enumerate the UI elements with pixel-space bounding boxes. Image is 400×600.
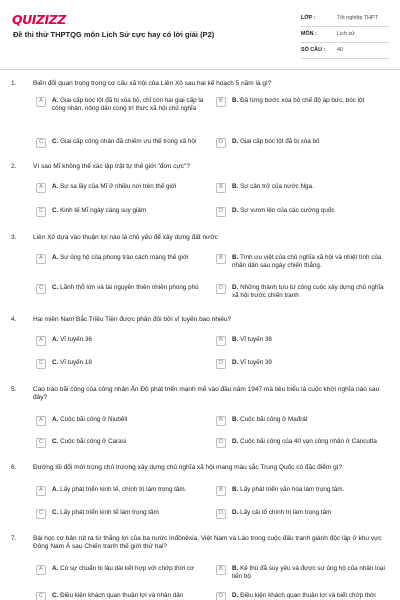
option-label: A. <box>52 565 59 572</box>
option-content: Vĩ tuyến 18 <box>60 359 92 366</box>
option-label: B. <box>232 486 239 493</box>
option-label: A. <box>52 416 59 423</box>
option-content: Sự vươn lên của các cường quốc <box>240 207 335 214</box>
option-content: Cuộc bãi công ở Niubêli <box>60 416 128 423</box>
option-letter-box[interactable]: C <box>36 359 46 369</box>
option-label: D. <box>232 284 239 291</box>
option-label: A. <box>52 486 59 493</box>
question-number: 6. <box>11 464 17 471</box>
option-letter-box[interactable]: A <box>36 97 46 107</box>
option-content: Những thành tựu từ công cuộc xây dựng chủ nghĩa xã hội trước chiến tranh <box>232 284 384 300</box>
option-letter-box[interactable]: B <box>216 565 226 575</box>
option-label: D. <box>232 509 239 516</box>
option-text <box>52 359 212 367</box>
meta-label: SỐ CÂU : <box>301 46 326 53</box>
question-text: Bài học cơ bản rút ra từ thắng lợi của ba nước Inđônêxia, Việt Nam và Lào trong cuộc đấu tranh giành độc lập ở khu vực Đông Nam Á sau Chiến tranh thế giới thứ hai? <box>33 535 382 551</box>
option-content: Có sự chuẩn bị lâu dài kết hợp với chớp thời cơ <box>60 565 195 572</box>
answer-option-b[interactable] <box>216 486 392 496</box>
question-number: 1. <box>11 80 17 87</box>
question-number: 4. <box>11 316 17 323</box>
question-text: Hai miền Nam Bắc Triều Tiên được phân đôi bởi vĩ tuyến bao nhiêu? <box>33 316 232 323</box>
option-content: Vĩ tuyến 36 <box>60 336 92 343</box>
answer-option-c[interactable] <box>36 207 212 217</box>
option-letter-box[interactable]: A <box>36 486 46 496</box>
answer-option-d[interactable] <box>216 207 392 217</box>
option-letter-box[interactable]: D <box>216 138 226 148</box>
answer-option-c[interactable] <box>36 509 212 519</box>
option-label: D. <box>232 138 239 145</box>
option-label: C. <box>52 207 59 214</box>
option-text <box>232 97 392 105</box>
option-label: D. <box>232 438 239 445</box>
option-content: Kẻ thù đã suy yếu và được sự ủng hộ của nhân loại tiến bộ <box>232 565 385 581</box>
option-letter-box[interactable]: D <box>216 207 226 217</box>
option-text <box>52 336 212 344</box>
option-content: Lấy phát triển kinh tế làm trọng tâm <box>60 509 159 516</box>
option-letter-box[interactable]: B <box>216 254 226 264</box>
question-header <box>0 386 400 403</box>
option-letter-box[interactable]: A <box>36 416 46 426</box>
option-text <box>52 207 212 215</box>
option-letter-box[interactable]: A <box>36 336 46 346</box>
option-label: C. <box>52 138 59 145</box>
answer-option-c[interactable] <box>36 284 212 294</box>
answer-option-b[interactable] <box>216 336 392 346</box>
option-content: Lấy phát triển văn hóa làm trọng tâm. <box>240 486 345 493</box>
option-content: Tính ưu việt của chủ nghĩa xã hội và nhiệt tình của nhân dân sau ngày chiến thắng. <box>232 254 382 270</box>
option-letter-box[interactable]: B <box>216 183 226 193</box>
answer-option-a[interactable] <box>36 486 212 496</box>
option-content: Giai cấp bóc lột đã bị xóa bỏ <box>240 138 320 145</box>
option-letter-box[interactable]: D <box>216 509 226 519</box>
option-label: B. <box>232 565 239 572</box>
option-content: Đã từng bước xóa bỏ chế độ áp bức, bóc lột <box>240 97 365 104</box>
option-text <box>52 509 212 517</box>
option-letter-box[interactable]: A <box>36 183 46 193</box>
option-label: C. <box>52 438 59 445</box>
question-header <box>0 464 400 472</box>
option-text <box>232 416 392 424</box>
option-content: Sự ủng hộ của phong trào cách mạng thế giới <box>60 254 189 261</box>
option-text <box>232 565 392 581</box>
option-content: Lấy phát triển kinh tế, chính trị làm trọng tâm. <box>60 486 187 493</box>
question-text: Biến đổi quan trọng trong cơ cấu xã hội của Liên Xô sau hai kế hoạch 5 năm là gì? <box>33 80 272 87</box>
answer-option-d[interactable] <box>216 592 392 600</box>
option-text <box>232 509 392 517</box>
option-text <box>232 592 392 600</box>
question-item <box>0 316 400 324</box>
option-label: A. <box>52 97 59 104</box>
option-text <box>232 183 392 191</box>
option-letter-box[interactable]: B <box>216 336 226 346</box>
option-text <box>52 486 212 494</box>
meta-row-subject <box>301 27 389 43</box>
answer-option-b[interactable] <box>216 97 392 107</box>
question-header <box>0 535 400 552</box>
option-content: Sự cản trở của nước Nga. <box>240 183 314 190</box>
option-letter-box[interactable]: D <box>216 284 226 294</box>
meta-value: Lịch sử <box>337 30 355 37</box>
question-text: Liên Xô dựa vào thuận lợi nào là chủ yếu để xây dựng đất nước <box>33 234 218 241</box>
option-label: C. <box>52 284 59 291</box>
question-item <box>0 163 400 171</box>
option-letter-box[interactable]: B <box>216 97 226 107</box>
option-text <box>52 254 212 262</box>
answer-option-a[interactable] <box>36 416 212 426</box>
question-header <box>0 234 400 242</box>
question-number: 2. <box>11 163 17 170</box>
question-item <box>0 535 400 552</box>
option-text <box>232 284 392 300</box>
option-letter-box[interactable]: C <box>36 138 46 148</box>
option-content: Cuộc bãi công ở Carasi <box>60 438 127 445</box>
option-content: Lấy cải tổ chính trị làm trọng tâm <box>240 509 332 516</box>
option-label: B. <box>232 336 239 343</box>
option-text <box>52 183 212 191</box>
option-label: B. <box>232 416 239 423</box>
option-text <box>232 254 392 270</box>
answer-option-d[interactable] <box>216 138 392 148</box>
question-item <box>0 464 400 472</box>
answer-option-d[interactable] <box>216 359 392 369</box>
meta-value: 40 <box>337 46 343 53</box>
option-letter-box[interactable]: A <box>36 254 46 264</box>
option-label: C. <box>52 359 59 366</box>
option-label: C. <box>52 509 59 516</box>
option-content: Cuộc bãi công ở Mađrát <box>240 416 308 423</box>
answer-option-c[interactable] <box>36 359 212 369</box>
meta-label: MÔN : <box>301 30 317 37</box>
option-label: B. <box>232 183 239 190</box>
option-letter-box[interactable]: C <box>36 509 46 519</box>
meta-row-class <box>301 11 389 27</box>
question-header <box>0 316 400 324</box>
option-letter-box[interactable]: A <box>36 565 46 575</box>
option-label: D. <box>232 592 239 599</box>
meta-row-question-count <box>301 43 389 59</box>
answer-option-c[interactable] <box>36 438 212 448</box>
answer-option-a[interactable] <box>36 336 212 346</box>
option-label: A. <box>52 183 59 190</box>
question-text: Vì sao Mĩ không thể xác lập trật tự thế giới "đơn cực"? <box>33 163 190 170</box>
option-letter-box[interactable]: C <box>36 592 46 600</box>
option-letter-box[interactable]: D <box>216 359 226 369</box>
option-letter-box[interactable]: B <box>216 416 226 426</box>
option-text <box>52 97 212 113</box>
option-content: Vĩ tuyến 39 <box>240 359 272 366</box>
answer-option-a[interactable] <box>36 97 212 113</box>
option-content: Điều kiện khách quan thuận lợi và nhân dân <box>60 592 184 599</box>
question-header <box>0 163 400 171</box>
option-letter-box[interactable]: D <box>216 438 226 448</box>
option-text <box>232 486 392 494</box>
option-letter-box[interactable]: C <box>36 438 46 448</box>
option-text <box>232 438 392 446</box>
answer-option-c[interactable] <box>36 138 212 148</box>
option-label: D. <box>232 359 239 366</box>
answer-option-b[interactable] <box>216 183 392 193</box>
question-number: 5. <box>11 386 17 393</box>
option-text <box>52 438 212 446</box>
answer-option-d[interactable] <box>216 509 392 519</box>
question-number: 7. <box>11 535 17 542</box>
quizizz-logo[interactable]: QUIZIZZ <box>12 12 66 27</box>
answer-option-a[interactable] <box>36 254 212 264</box>
option-content: Cuộc bãi công của 40 vạn công nhân ở Cancutta <box>240 438 377 445</box>
option-text <box>52 416 212 424</box>
question-header <box>0 80 400 88</box>
option-text <box>52 138 212 146</box>
question-item <box>0 386 400 403</box>
worksheet-header <box>0 0 400 70</box>
question-number: 3. <box>11 234 17 241</box>
option-label: B. <box>232 254 239 261</box>
question-item <box>0 234 400 242</box>
option-text <box>232 207 392 215</box>
option-letter-box[interactable]: C <box>36 284 46 294</box>
option-text <box>52 565 212 573</box>
option-text <box>232 359 392 367</box>
worksheet-meta <box>301 11 389 59</box>
option-text <box>52 284 212 292</box>
answer-option-c[interactable] <box>36 592 212 600</box>
option-label: C. <box>52 592 59 599</box>
question-item <box>0 80 400 88</box>
answer-option-b[interactable] <box>216 254 392 270</box>
answer-option-a[interactable] <box>36 565 212 575</box>
question-text: Đường lối đổi mới trong chủ trương xây dựng chủ nghĩa xã hội mang màu sắc Trung Quốc có đặc điểm gì? <box>33 464 343 471</box>
option-content: Giai cấp công nhân đã chiếm ưu thế trong xã hội <box>60 138 197 145</box>
option-label: A. <box>52 254 59 261</box>
option-content: Lãnh thổ lớn và tài nguyên thiên nhiên phong phú <box>60 284 199 291</box>
option-content: Sự sa lầy của Mĩ ở nhiều nơi trên thế giới <box>60 183 177 190</box>
answer-option-b[interactable] <box>216 416 392 426</box>
option-label: B. <box>232 97 239 104</box>
option-content: Giai cấp bóc lột đã bị xóa bỏ, chỉ còn hai giai cấp là công nhân, nông dân cùng trí thức xã hội chủ nghĩa <box>52 97 204 113</box>
meta-label: LỚP : <box>301 14 316 21</box>
option-text <box>232 138 392 146</box>
option-letter-box[interactable]: D <box>216 592 226 600</box>
question-text: Cao trào bãi công của công nhân Ấn Độ phát triển mạnh mẽ vào đầu năm 1947 mà tiêu biểu là cuộc khởi nghĩa nào sau đây? <box>33 386 380 402</box>
option-content: Điều kiện khách quan thuận lợi và biết chớp thời <box>240 592 376 599</box>
option-label: D. <box>232 207 239 214</box>
meta-value: Tốt nghiệp THPT <box>337 14 378 21</box>
worksheet-title: Đề thi thử THPTQG môn Lịch Sử cực hay có lời giải (P2) <box>13 30 215 39</box>
option-letter-box[interactable]: C <box>36 207 46 217</box>
answer-option-b[interactable] <box>216 565 392 581</box>
option-content: Kinh tế Mĩ ngày càng suy giảm <box>60 207 147 214</box>
option-letter-box[interactable]: B <box>216 486 226 496</box>
option-content: Vĩ tuyến 38 <box>240 336 272 343</box>
answer-option-d[interactable] <box>216 284 392 300</box>
answer-option-a[interactable] <box>36 183 212 193</box>
option-label: A. <box>52 336 59 343</box>
option-text <box>232 336 392 344</box>
answer-option-d[interactable] <box>216 438 392 448</box>
option-text <box>52 592 212 600</box>
